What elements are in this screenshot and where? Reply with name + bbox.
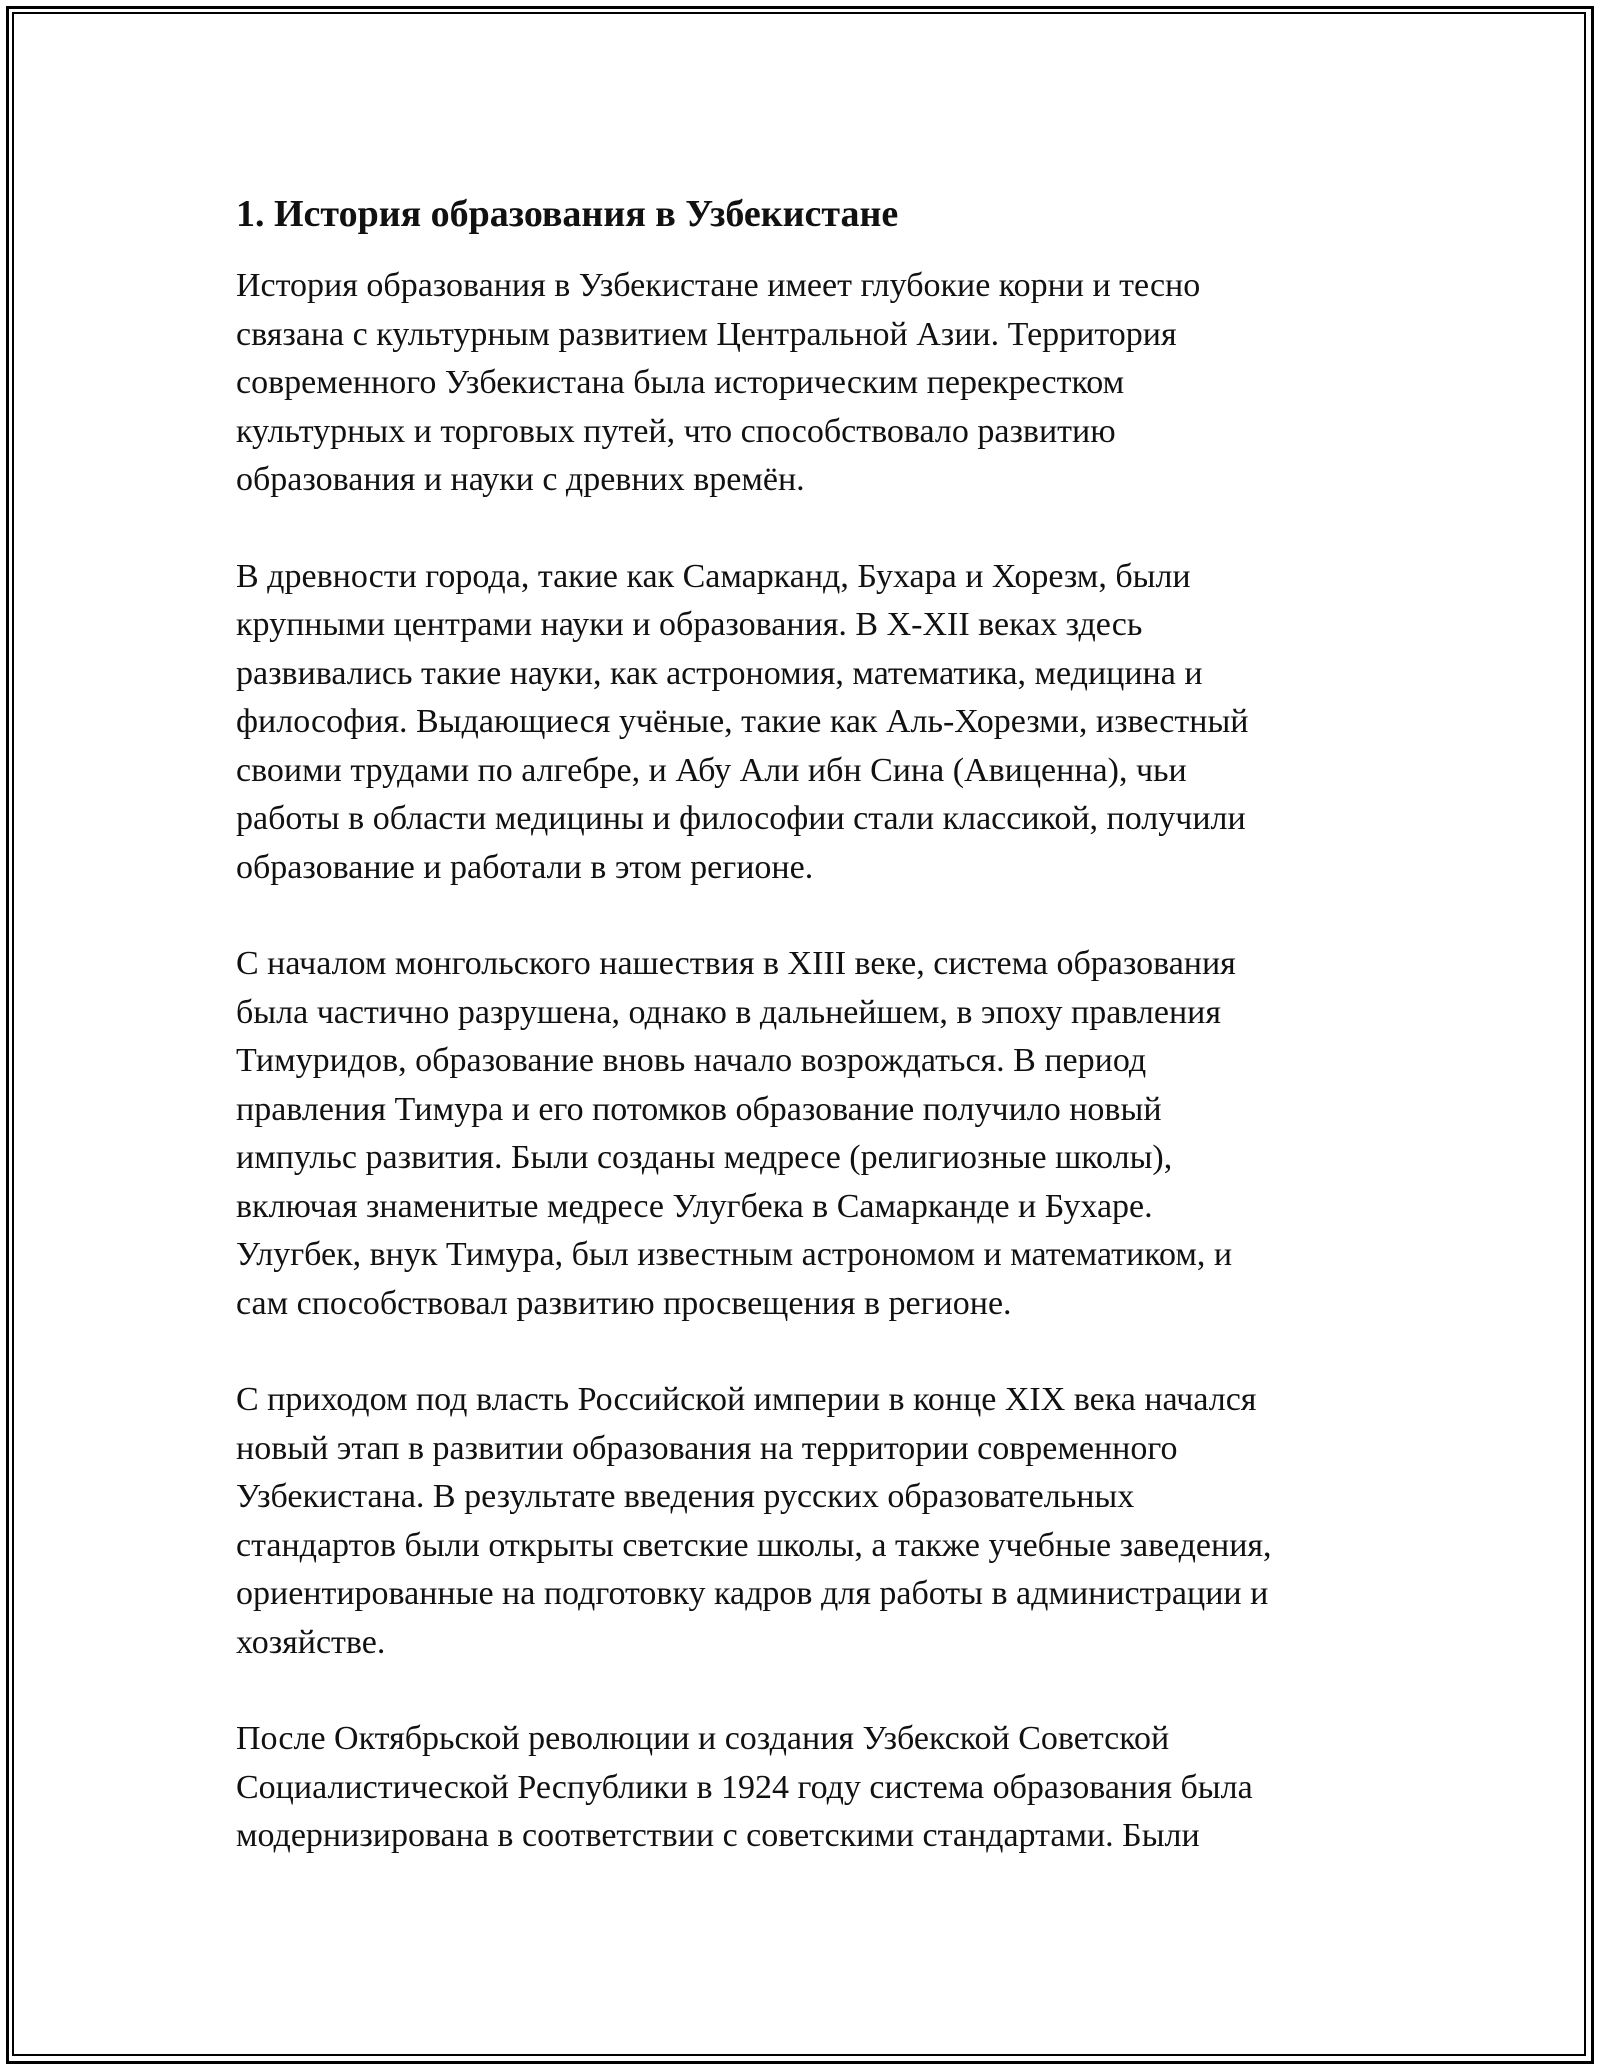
paragraph-line: правления Тимура и его потомков образование получило новый — [236, 1090, 1162, 1128]
paragraph-line: модернизирована в соответствии с советскими стандартами. Были — [236, 1817, 1200, 1854]
paragraph-line: сам способствовал развитию просвещения в регионе. — [236, 1284, 1012, 1322]
paragraph-line: крупными центрами науки и образования. В X-XII веках здесь — [236, 606, 1143, 643]
paragraph-line: импульс развития. Были созданы медресе (религиозные школы), — [236, 1139, 1173, 1176]
document-page — [236, 190, 1386, 1909]
paragraph-line: После Октябрьской революции и создания Узбекской Советской — [236, 1720, 1170, 1757]
paragraph-line: В древности города, такие как Самарканд, Бухара и Хорезм, были — [236, 557, 1191, 595]
paragraph — [236, 553, 1386, 893]
paragraph-line: ориентированные на подготовку кадров для работы в администрации и — [236, 1575, 1269, 1612]
paragraph-line: История образования в Узбекистане имеет глубокие корни и тесно — [236, 267, 1201, 304]
paragraph-line: хозяйстве. — [236, 1623, 386, 1661]
paragraph-line: включая знаменитые медресе Улугбека в Самарканде и Бухаре. — [236, 1187, 1153, 1225]
paragraph — [236, 262, 1386, 505]
paragraph-line: образование и работали в этом регионе. — [236, 848, 814, 886]
paragraph-line: философия. Выдающиеся учёные, такие как Аль-Хорезми, известный — [236, 703, 1249, 740]
paragraph-line: была частично разрушена, однако в дальнейшем, в эпоху правления — [236, 993, 1222, 1031]
paragraph-line: стандартов были открыты светские школы, а также учебные заведения, — [236, 1526, 1272, 1564]
paragraph-line: связана с культурным развитием Центральной Азии. Территория — [236, 315, 1177, 353]
paragraph-line: развивались такие науки, как астрономия, математика, медицина и — [236, 654, 1203, 692]
paragraph-line: образования и науки с древних времён. — [236, 461, 805, 498]
paragraphs-container — [236, 262, 1386, 1861]
paragraph — [236, 940, 1386, 1328]
paragraph — [236, 1715, 1386, 1861]
paragraph — [236, 1376, 1386, 1667]
paragraph-line: новый этап в развитии образования на территории современного — [236, 1429, 1178, 1467]
paragraph-line: своими трудами по алгебре, и Абу Али ибн Сина (Авиценна), чьи — [236, 751, 1187, 789]
paragraph-line: Социалистической Республики в 1924 году система образования была — [236, 1768, 1253, 1806]
section-heading: 1. История образования в Узбекистане — [236, 193, 899, 235]
paragraph-line: работы в области медицины и философии стали классикой, получили — [236, 800, 1246, 837]
paragraph-line: С началом монгольского нашествия в XIII веке, система образования — [236, 945, 1236, 982]
paragraph-line: С приходом под власть Российской империи в конце XIX века начался — [236, 1381, 1257, 1418]
paragraph-line: Улугбек, внук Тимура, был известным астрономом и математиком, и — [236, 1236, 1233, 1273]
paragraph-line: современного Узбекистана была историческим перекрестком — [236, 364, 1125, 401]
paragraph-line: Узбекистана. В результате введения русских образовательных — [236, 1478, 1135, 1515]
paragraph-line: Тимуридов, образование вновь начало возрождаться. В период — [236, 1042, 1147, 1079]
paragraph-line: культурных и торговых путей, что способствовало развитию — [236, 412, 1116, 450]
